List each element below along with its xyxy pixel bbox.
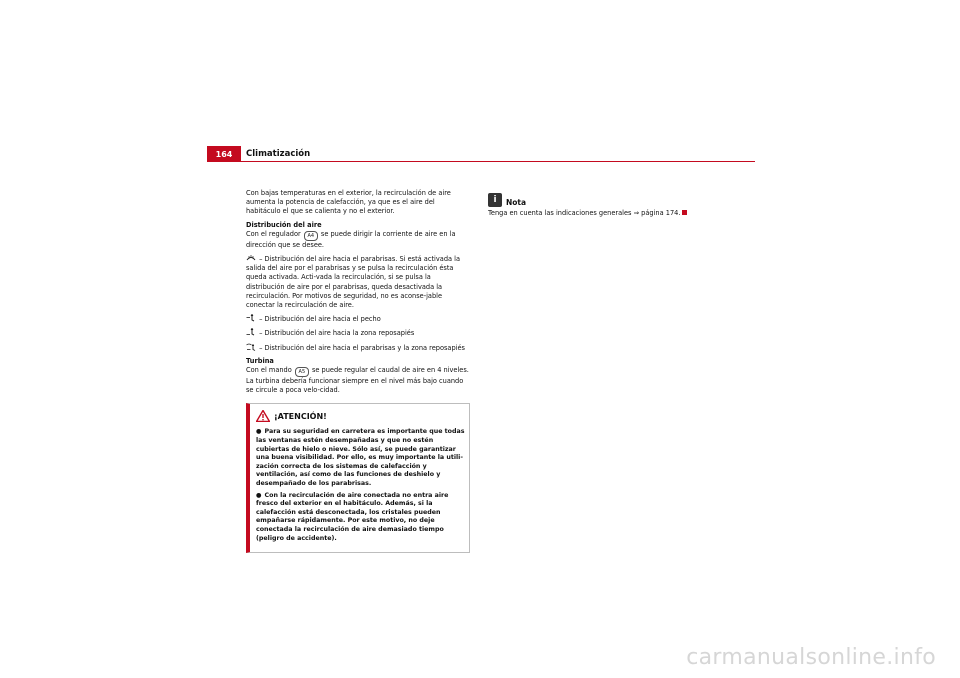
distribution-item: – Distribución del aire hacia el parabrisas y la zona reposapiés [246,343,470,353]
end-of-section-icon [682,210,687,215]
note-text: Tenga en cuenta las indicaciones generales ⇒ página 174. [488,209,712,218]
control-badge-a4: A4 [304,231,318,241]
warning-box [246,403,470,553]
intro-paragraph: Con bajas temperaturas en el exterior, la recirculación de aire aumenta la potencia de calefacción, ya que es el aire del habitáculo el que se calienta y no el exterior. [246,189,451,216]
section-title: Climatización [246,149,311,159]
chest-airflow-icon [246,314,256,322]
distribution-heading: Distribución del aire [246,220,322,229]
warning-title: ¡ATENCIÓN! [274,411,327,421]
turbine-heading: Turbina [246,356,274,365]
distribution-item: – Distribución del aire hacia el pecho [246,314,470,324]
turbine-paragraph: Con el mando A5 se puede regular el caudal de aire en 4 niveles. La turbina debería funcionar siempre en el nivel más bajo cuando se circule a poca velo-cidad. [246,366,469,395]
distribution-item: – Distribución del aire hacia el parabrisas. Si está activada la salida del aire por el parabrisas y se pulsa la recirculación ésta queda activada. Acti-vada la recirculación, si se pulsa la distribución de aire por el parabrisas, queda desactivada la recirculación. Por motivos de seguridad, no es aconse-jable conectar la recirculación de aire. [246,255,461,310]
left-column [246,189,470,553]
distribution-intro: Con el regulador A4 se puede dirigir la corriente de aire en la dirección que se desee. [246,229,456,249]
distribution-item: – Distribución del aire hacia la zona reposapiés [246,328,470,338]
bullet-icon: ● [256,428,262,436]
control-badge-a5: A5 [295,367,309,377]
bullet-icon: ● [256,491,262,499]
windshield-footwell-icon [246,343,256,351]
watermark: carmanualsonline.info [686,645,936,670]
warning-item: ● Para su seguridad en carretera es importante que todas las ventanas estén desempañadas y que no estén cubiertas de hielo o nieve. Sólo así, se puede garantizar una buena visibilidad. Por ello, es muy importante la utili-zación correcta de los sistemas de calefacción y ventilación, así como de las funciones de deshielo y desempañado de los parabrisas. [256,428,465,488]
right-column [488,192,712,222]
warning-item: ● Con la recirculación de aire conectada no entra aire fresco del exterior en el habitáculo. Además, si la calefacción está desconectada, los cristales pueden empañarse rápidamente. Por este motivo, no deje conectada la recirculación de aire demasiado tiempo (peligro de accidente). [256,491,449,542]
info-icon: i [488,193,502,207]
footwell-airflow-icon [246,328,256,336]
windshield-icon [246,254,256,262]
warning-triangle-icon [256,410,270,422]
header-divider [207,161,755,162]
page-number: 164 [207,146,241,162]
warning-header [256,410,465,422]
note-header [488,192,712,207]
note-title: Nota [506,198,527,207]
